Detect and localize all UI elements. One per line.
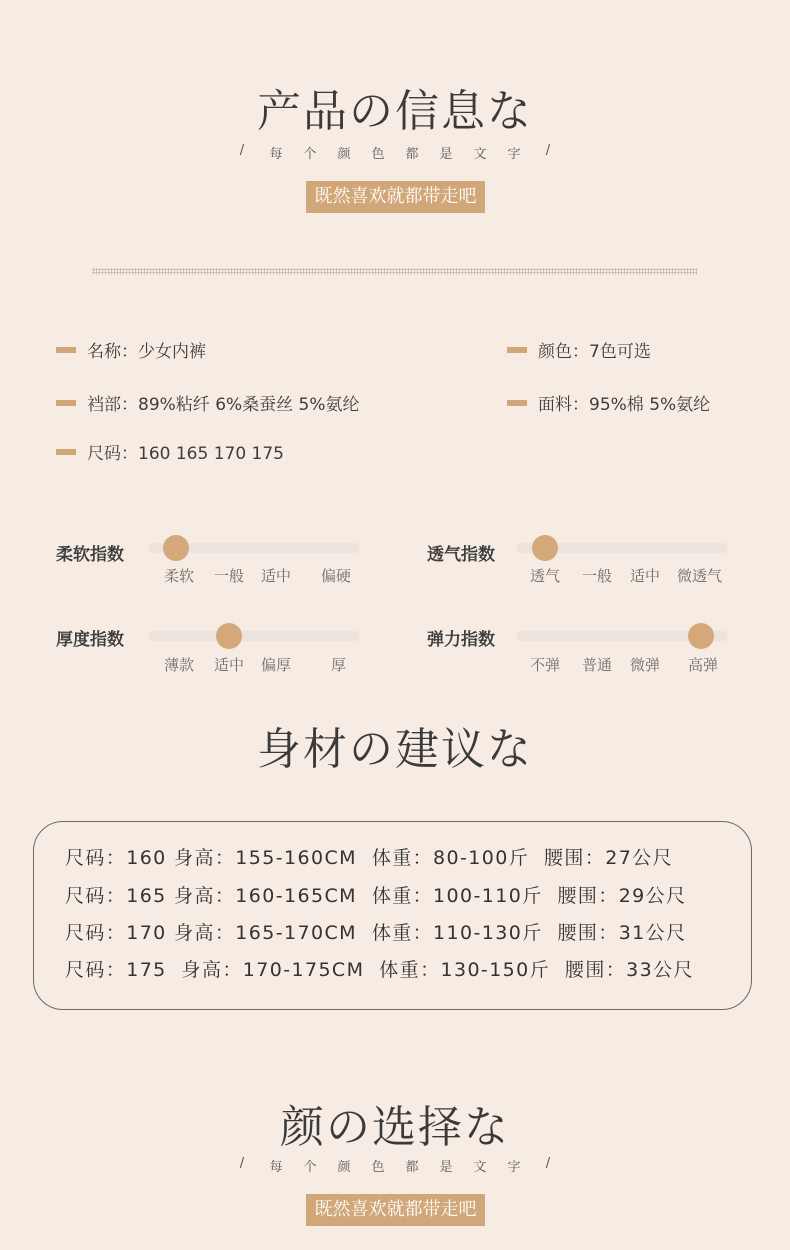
- softness-tick: 适中: [261, 567, 292, 585]
- size-row: 尺码：165 身高：160-165CM 体重：100-110斤 腰围：29公尺: [65, 885, 687, 907]
- elasticity-slider-knob[interactable]: [688, 623, 714, 649]
- elasticity-index-label: 弹力指数: [427, 630, 495, 650]
- thickness-tick: 厚: [331, 656, 347, 674]
- info-color: [507, 337, 651, 362]
- subtitle-char: 每: [269, 147, 283, 162]
- thickness-slider-knob[interactable]: [216, 623, 242, 649]
- info-name: [56, 337, 206, 362]
- softness-index-label: 柔软指数: [56, 545, 124, 565]
- subtitle-char: 个: [303, 1160, 317, 1175]
- subtitle-char: 文: [473, 147, 487, 162]
- accent-bar: [56, 347, 76, 353]
- thickness-tick: 薄款: [164, 656, 195, 674]
- subtitle-char: 个: [303, 147, 317, 162]
- accent-bar: [56, 449, 76, 455]
- subtitle-char: 色: [371, 1160, 385, 1175]
- elasticity-tick: 微弹: [630, 656, 661, 674]
- size-row: 尺码：160 身高：155-160CM 体重：80-100斤 腰围：27公尺: [65, 847, 673, 869]
- thickness-tick: 适中: [214, 656, 245, 674]
- subtitle-char: 是: [439, 1160, 453, 1175]
- info-crotch: [56, 390, 360, 415]
- info-crotch-text: 裆部：89%粘纤 6%桑蚕丝 5%氨纶: [87, 395, 360, 415]
- subtitle-char: 是: [439, 147, 453, 162]
- subtitle-char: /: [545, 143, 551, 158]
- info-size-text: 尺码：160 165 170 175: [87, 444, 285, 464]
- elasticity-tick: 普通: [582, 656, 613, 674]
- softness-tick: 偏硬: [321, 567, 352, 585]
- subtitle-char: 每: [269, 1160, 283, 1175]
- promo-badge: 既然喜欢就都带走吧: [306, 1194, 485, 1226]
- subtitle-char: 字: [507, 147, 521, 162]
- subtitle-char: 颜: [337, 147, 351, 162]
- breathability-tick: 透气: [530, 567, 561, 585]
- softness-tick: 一般: [214, 567, 245, 585]
- breathability-slider-knob[interactable]: [532, 535, 558, 561]
- accent-bar: [56, 400, 76, 406]
- section-title-size-advice: 身材の建议な: [257, 724, 533, 775]
- elasticity-tick: 不弹: [530, 656, 561, 674]
- accent-bar: [507, 347, 527, 353]
- subtitle-char: 都: [405, 147, 419, 162]
- subtitle-char: 颜: [337, 1160, 351, 1175]
- subtitle-char: 色: [371, 147, 385, 162]
- size-row: 尺码：175 身高：170-175CM 体重：130-150斤 腰围：33公尺: [65, 959, 694, 981]
- size-row: 尺码：170 身高：165-170CM 体重：110-130斤 腰围：31公尺: [65, 922, 687, 944]
- accent-bar: [507, 400, 527, 406]
- info-name-text: 名称：少女内裤: [87, 342, 206, 362]
- info-color-text: 颜色：7色可选: [538, 342, 651, 362]
- thickness-tick: 偏厚: [261, 656, 292, 674]
- softness-tick: 柔软: [164, 567, 195, 585]
- dotted-divider: [92, 268, 697, 275]
- promo-badge: 既然喜欢就都带走吧: [306, 181, 485, 213]
- section-title-color-choice: 颜の选择な: [280, 1102, 510, 1153]
- info-fabric-text: 面料：95%棉 5%氨纶: [538, 395, 711, 415]
- subtitle-char: /: [239, 143, 245, 158]
- section-subtitle: [0, 143, 790, 162]
- thickness-track: [148, 631, 360, 641]
- breathability-tick: 一般: [582, 567, 613, 585]
- info-fabric: [507, 390, 710, 415]
- breathability-index-label: 透气指数: [427, 545, 495, 565]
- section-subtitle: [0, 1156, 790, 1175]
- subtitle-char: 文: [473, 1160, 487, 1175]
- elasticity-tick: 高弹: [688, 656, 719, 674]
- subtitle-char: 字: [507, 1160, 521, 1175]
- breathability-tick: 适中: [630, 567, 661, 585]
- thickness-index-label: 厚度指数: [56, 630, 124, 650]
- subtitle-char: /: [239, 1156, 245, 1171]
- softness-slider-knob[interactable]: [163, 535, 189, 561]
- section-title-product-info: 产品の信息な: [257, 86, 533, 137]
- subtitle-char: 都: [405, 1160, 419, 1175]
- info-size: [56, 439, 284, 464]
- subtitle-char: /: [545, 1156, 551, 1171]
- breathability-tick: 微透气: [677, 567, 723, 585]
